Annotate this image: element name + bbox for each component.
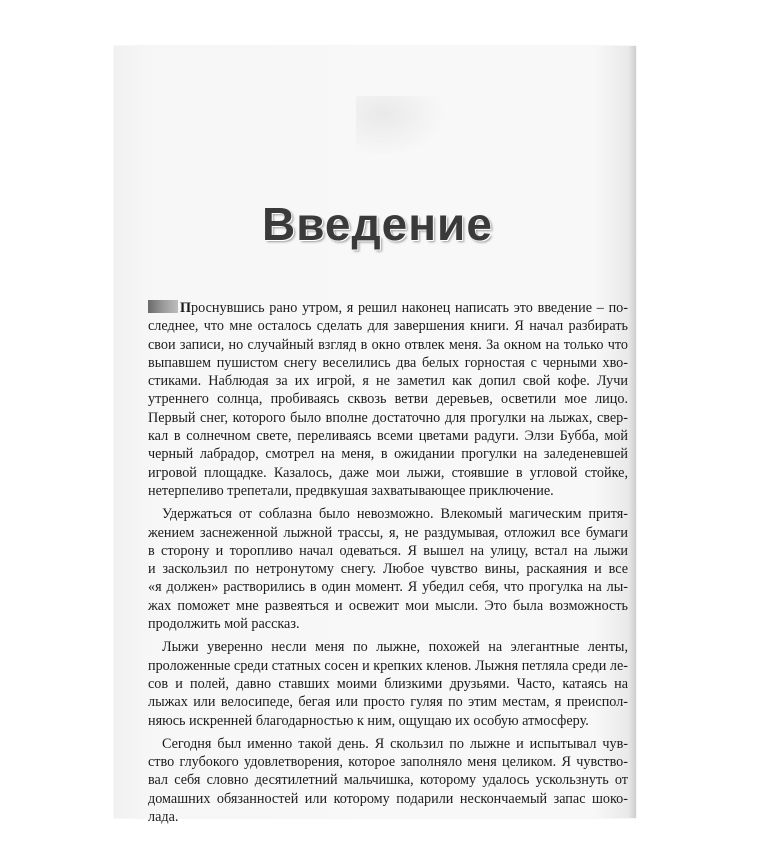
dropcap-ornament (148, 300, 178, 313)
text-line: и заскользил по нетронутому снегу. Любое чувство вины, раскаяния и все (148, 561, 628, 578)
text-line: Удержаться от соблазна было невозможно. Влекомый магическим притя- (162, 506, 628, 523)
chapter-heading: Введение (262, 198, 493, 250)
text-line: проложенные среди статных сосен и крепких кленов. Лыжня петляла среди ле- (148, 657, 628, 674)
text-line: лыжах или велосипеде, бегая или просто гуляя по этим местам, я преиспол- (148, 694, 628, 711)
page-edge-shadow (628, 46, 636, 818)
text-line: стиками. Наблюдая за их игрой, я не заметил как допил свой кофе. Лучи (148, 373, 628, 390)
text-line: Проснувшись рано утром, я решил наконец написать это введение – по- (148, 299, 628, 317)
text-line: сов и полей, давно ставших моими близкими друзьями. Часто, катаясь на (148, 675, 628, 692)
text-line: в сторону и торопливо начал одеваться. Я вышел на улицу, встал на лыжи (148, 542, 628, 559)
text-line: нетерпеливо трепетали, предвкушая захватывающее приключение. (148, 482, 554, 499)
text-line: свои записи, но случайный взгляд в окно отвлек меня. За окном на только что (148, 336, 628, 353)
paragraph-1 (148, 299, 628, 500)
text-line: Лыжи уверенно несли меня по лыжне, похожей на элегантные ленты, (162, 639, 628, 656)
text-line: кал в солнечном свете, переливаясь всеми цветами радуги. Элзи Бубба, мой (148, 428, 628, 445)
text-line: жах поможет мне развеяться и освежит мои мысли. Это была возможность (148, 597, 628, 614)
dropcap-letter: П (180, 300, 192, 316)
text-line: вал себя словно десятилетний мальчишка, которому удалось ускользнуть от (148, 772, 628, 789)
text-line: черный лабрадор, смотрел на меня, в ожидании прогулки на заледеневшей (148, 446, 628, 463)
text-line: ство глубокого удовлетворения, которое заполняло меня целиком. Я чувство- (148, 754, 628, 771)
text-line: игровой площадке. Казалось, даже мои лыжи, стоявшие в угловой стойке, (148, 464, 628, 481)
chapter-body (148, 299, 628, 831)
paragraph-4 (148, 735, 628, 826)
paragraph-3 (148, 638, 628, 729)
text-line: следнее, что мне осталось сделать для завершения книги. Я начал разбирать (148, 318, 628, 335)
text-line: жением заснеженной лыжной трассы, я, не раздумывая, отложил все бумаги (148, 524, 628, 541)
text-line: домашних обязанностей или которому подарили нескончаемый запас шоко- (148, 790, 628, 807)
text-line: лада. (148, 809, 179, 826)
text-line: выпавшем пушистом снегу веселились два белых горностая с черными хво- (148, 354, 628, 371)
text-line: Первый снег, которого было вполне достаточно для прогулки на лыжах, свер- (148, 409, 628, 426)
text-line: няюсь искренней благодарностью к ним, ощущаю их особую атмосферу. (148, 712, 589, 729)
text-line: Сегодня был именно такой день. Я скользил по лыжне и испытывал чув- (162, 735, 628, 752)
show-through-smudge (356, 96, 446, 156)
text-line: «я должен» растворились в один момент. Я убедил себя, что прогулка на лы- (148, 579, 628, 596)
text-line: утреннего солнца, пробиваясь сквозь ветви деревьев, осветили мое лицо. (148, 391, 628, 408)
text-line: продолжить мой рассказ. (148, 616, 300, 633)
paragraph-2 (148, 505, 628, 633)
